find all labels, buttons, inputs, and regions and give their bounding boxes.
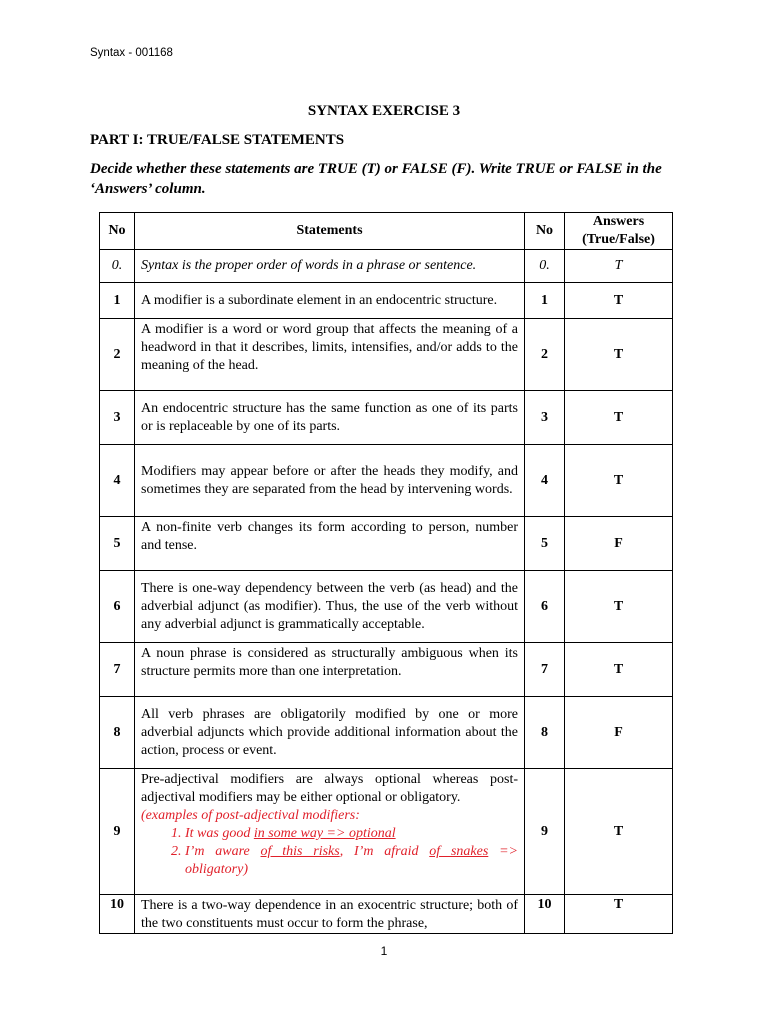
row-answer: T	[565, 571, 673, 643]
row-number-2: 8	[525, 697, 565, 769]
row-number: 8	[100, 697, 135, 769]
row-number: 10	[100, 895, 135, 934]
row-statement: An endocentric structure has the same function as one of its parts or is replaceable by one of its parts.	[135, 391, 525, 445]
instructions: Decide whether these statements are TRUE (T) or FALSE (F). Write TRUE or FALSE in the ‘Answers’ column.	[90, 161, 662, 197]
page-number: 1	[380, 944, 388, 958]
row-statement: A modifier is a word or word group that affects the meaning of a headword in that it describes, limits, intensifies, and/or adds to the meaning of the head.	[135, 319, 525, 391]
list-item	[185, 843, 518, 879]
row-number-2: 6	[525, 571, 565, 643]
row-number: 5	[100, 517, 135, 571]
table-row	[100, 319, 673, 391]
row-answer: T	[565, 643, 673, 697]
row-statement-cell	[135, 769, 525, 895]
table-row	[100, 391, 673, 445]
row-number-2: 10	[525, 895, 565, 934]
table-header-row	[100, 213, 673, 250]
table-row	[100, 571, 673, 643]
example-underlined: of this risks	[260, 844, 340, 859]
header-no: No	[100, 213, 135, 250]
example-text: It was good	[185, 826, 254, 841]
row-number: 3	[100, 391, 135, 445]
row-number-2: 9	[525, 769, 565, 895]
row-number-2: 2	[525, 319, 565, 391]
row-answer: F	[565, 697, 673, 769]
example-underlined: in some way => optional	[253, 826, 396, 841]
row-statement: All verb phrases are obligatorily modified by one or more adverbial adjuncts which provide additional information about the action, process or event.	[135, 697, 525, 769]
row-statement-cell	[135, 895, 525, 934]
row-answer: T	[565, 283, 673, 319]
row-number-2: 1	[525, 283, 565, 319]
row-number: 7	[100, 643, 135, 697]
exercise-title: SYNTAX EXERCISE 3	[307, 103, 461, 119]
row-answer: T	[565, 319, 673, 391]
table-row-example	[100, 250, 673, 283]
statements-table	[99, 212, 673, 934]
example-list	[141, 825, 518, 879]
row-number-2: 0.	[525, 250, 565, 283]
row-answer: T	[565, 250, 673, 283]
row-number: 4	[100, 445, 135, 517]
header-answers: Answers (True/False)	[565, 213, 673, 250]
row-number-2: 4	[525, 445, 565, 517]
row-answer: T	[565, 445, 673, 517]
row-statement: There is one-way dependency between the verb (as head) and the adverbial adjunct (as modifier). Thus, the use of the verb without any adverbial adjunct is grammatically acceptable.	[135, 571, 525, 643]
row-number: 0.	[100, 250, 135, 283]
header-no2: No	[525, 213, 565, 250]
row-answer: T	[565, 391, 673, 445]
row-statement: There is a two-way dependence in an exocentric structure; both of the two constituents must occur to form the phrase,	[141, 898, 518, 931]
row-number: 9	[100, 769, 135, 895]
table-row	[100, 895, 673, 934]
row-answer: T	[565, 895, 673, 934]
example-text: => obligatory)	[185, 844, 518, 877]
row-statement: Syntax is the proper order of words in a phrase or sentence.	[135, 250, 525, 283]
table-row	[100, 643, 673, 697]
row-number-2: 5	[525, 517, 565, 571]
row-statement: Pre-adjectival modifiers are always optional whereas post-adjectival modifiers may be either optional or obligatory.	[141, 772, 518, 805]
row-answer: T	[565, 769, 673, 895]
example-underlined: of snakes	[429, 844, 489, 859]
table-row	[100, 283, 673, 319]
example-note: (examples of post-adjectival modifiers:	[141, 808, 360, 823]
row-number: 6	[100, 571, 135, 643]
row-statement: Modifiers may appear before or after the heads they modify, and sometimes they are separated from the head by intervening words.	[135, 445, 525, 517]
table-row	[100, 769, 673, 895]
row-number: 1	[100, 283, 135, 319]
header-statements: Statements	[135, 213, 525, 250]
row-statement: A non-finite verb changes its form according to person, number and tense.	[135, 517, 525, 571]
row-answer: F	[565, 517, 673, 571]
table-row	[100, 517, 673, 571]
example-text: I’m aware	[185, 844, 261, 859]
table-row	[100, 697, 673, 769]
part-heading: PART I: TRUE/FALSE STATEMENTS	[90, 132, 345, 148]
row-statement: A modifier is a subordinate element in an endocentric structure.	[135, 283, 525, 319]
example-text: , I’m afraid	[339, 844, 430, 859]
row-statement: A noun phrase is considered as structurally ambiguous when its structure permits more than one interpretation.	[135, 643, 525, 697]
list-item	[185, 825, 518, 843]
row-number-2: 3	[525, 391, 565, 445]
page-header: Syntax - 001168	[90, 47, 173, 59]
row-number-2: 7	[525, 643, 565, 697]
table-row	[100, 445, 673, 517]
row-number: 2	[100, 319, 135, 391]
